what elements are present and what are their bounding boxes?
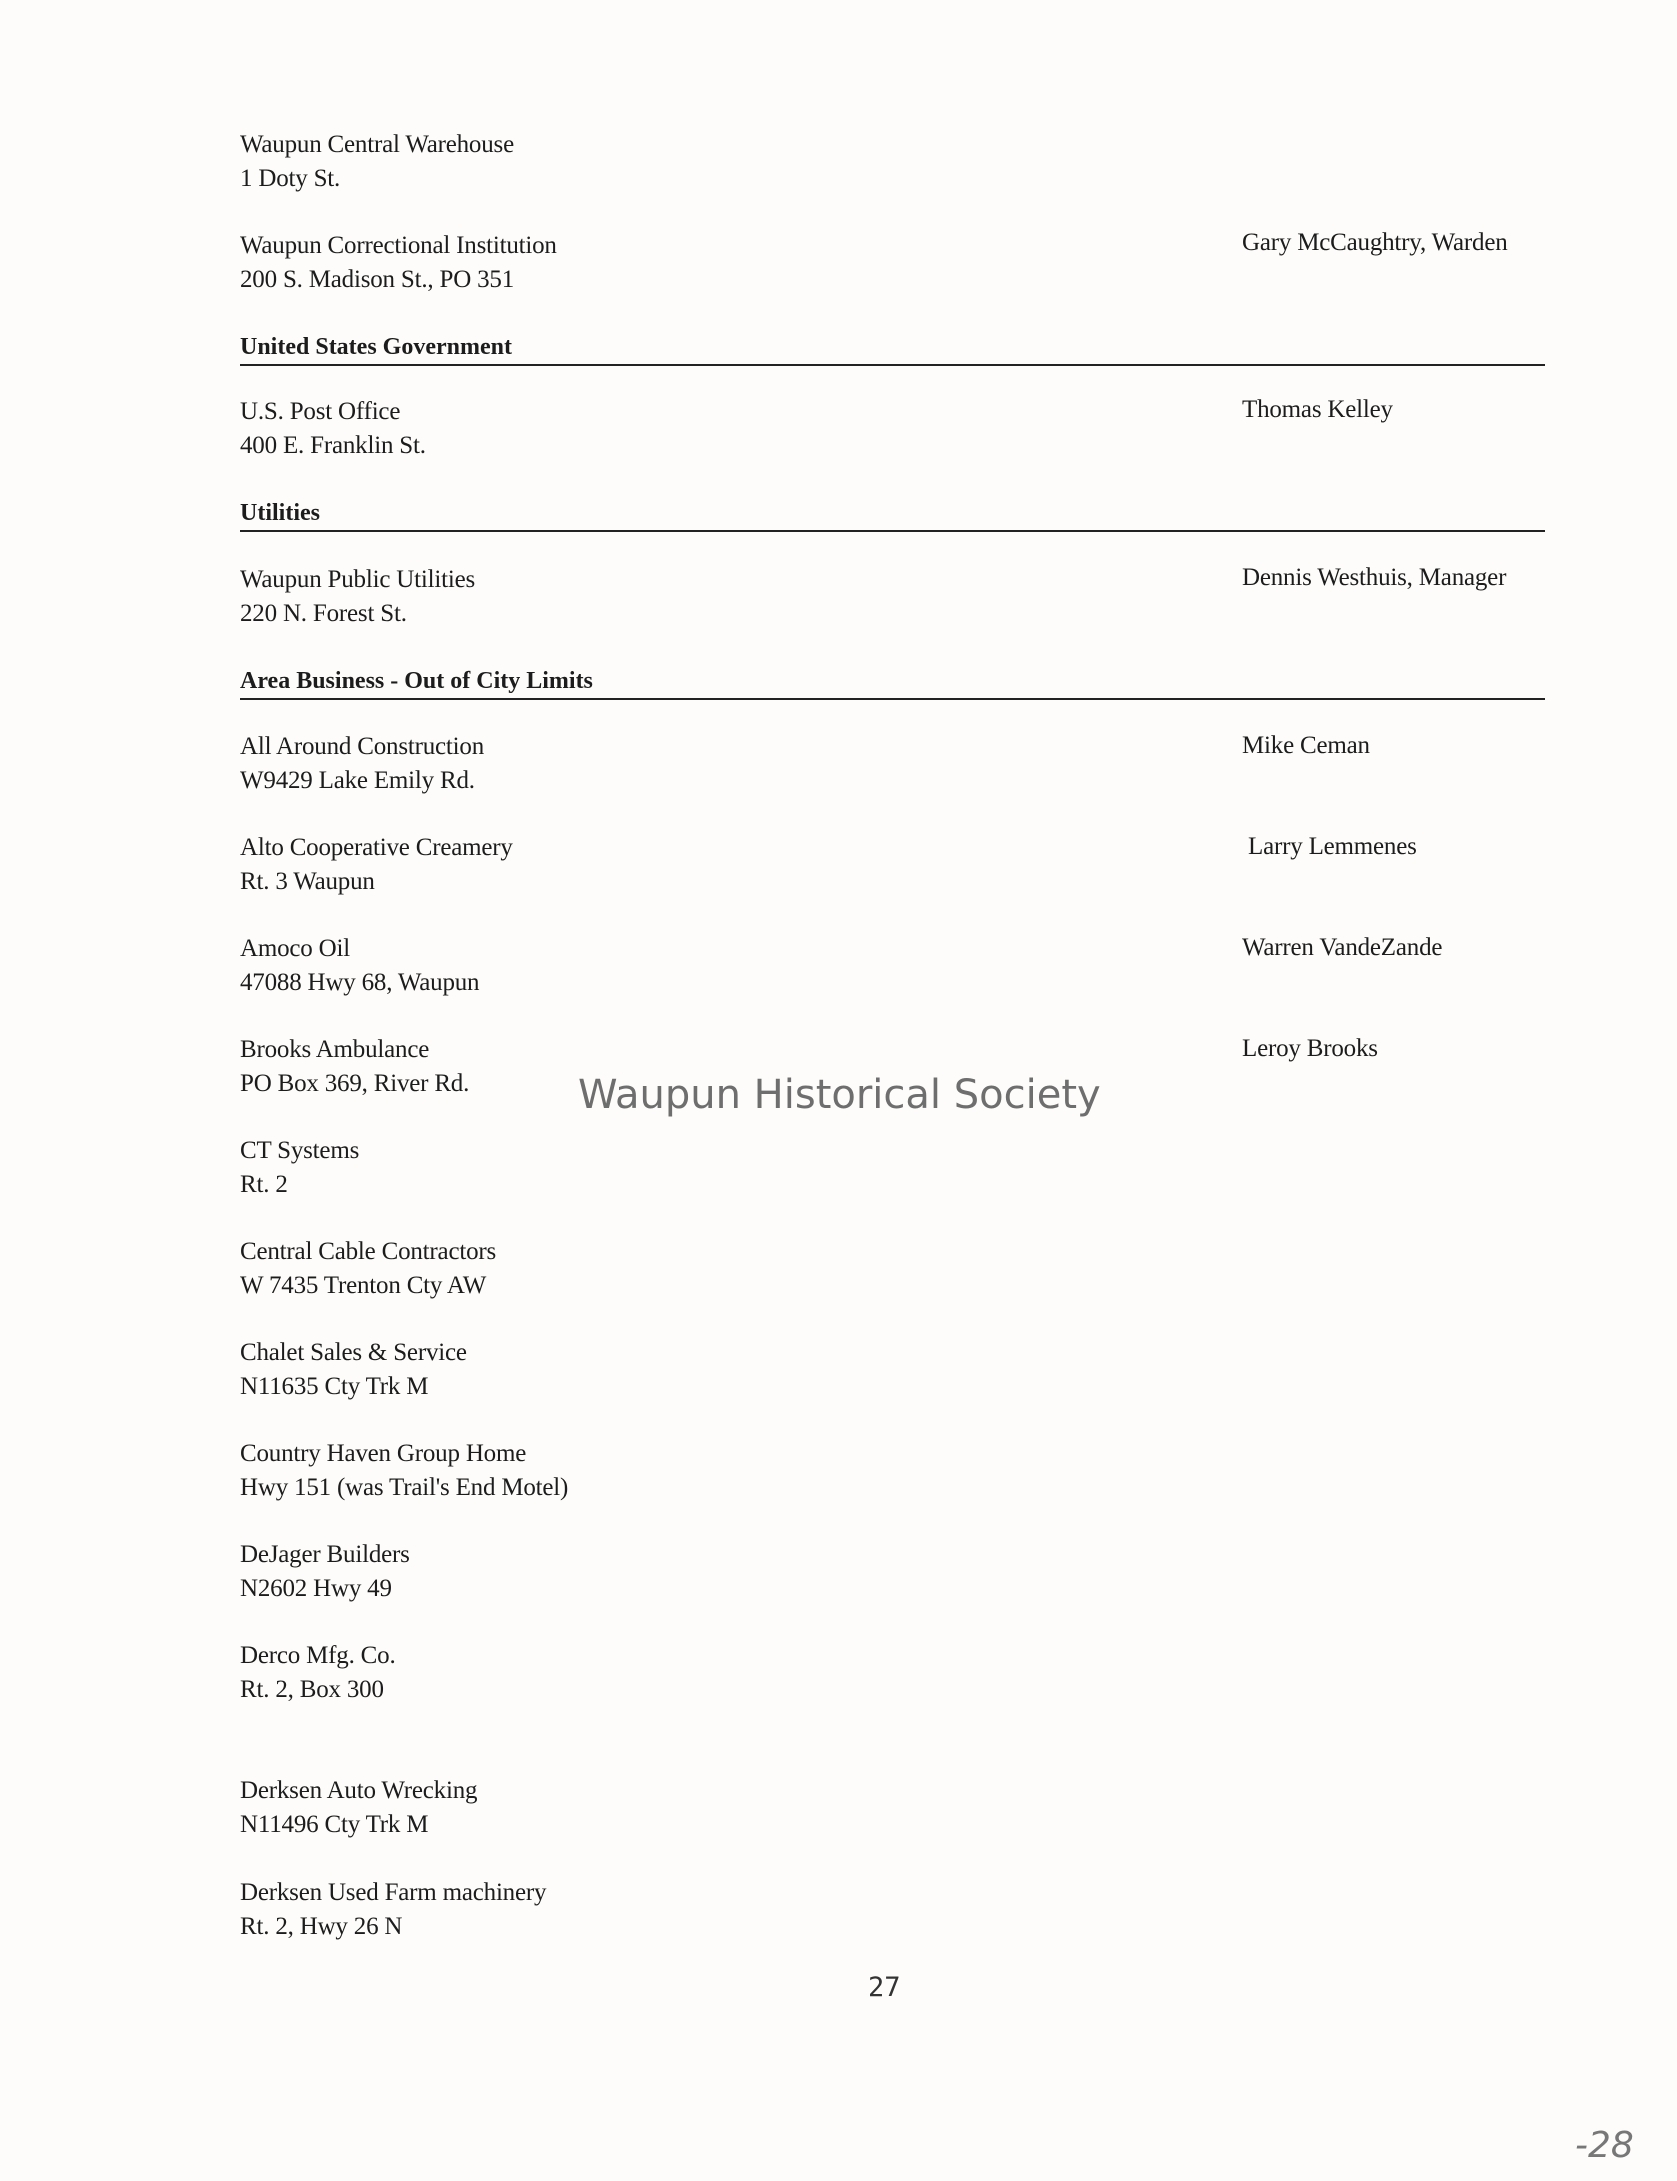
section-heading: United States Government (240, 334, 512, 360)
entry-name: Waupun Public Utilities (240, 566, 476, 593)
entry-name: Alto Cooperative Creamery (240, 834, 513, 861)
entry-waupun-correctional-institution (240, 229, 557, 297)
contact-name: Gary McCaughtry, Warden (1242, 229, 1508, 256)
entry-waupun-public-utilities (240, 563, 475, 631)
entry-address: 200 S. Madison St., PO 351 (240, 266, 515, 293)
entry-name: Waupun Central Warehouse (240, 131, 514, 158)
entry-address: 220 N. Forest St. (240, 600, 407, 627)
section-area-business (240, 664, 1545, 700)
entry-chalet-sales-service (240, 1336, 467, 1404)
contact-name: Thomas Kelley (1242, 396, 1393, 423)
entry-address: Hwy 151 (was Trail's End Motel) (240, 1474, 569, 1501)
entry-address: Rt. 2, Hwy 26 N (240, 1913, 403, 1940)
entry-name: All Around Construction (240, 733, 485, 760)
entry-name: Country Haven Group Home (240, 1440, 527, 1467)
entry-address: W9429 Lake Emily Rd. (240, 767, 475, 794)
entry-name: Derco Mfg. Co. (240, 1642, 396, 1669)
entry-name: Derksen Auto Wrecking (240, 1777, 478, 1804)
entry-name: Brooks Ambulance (240, 1036, 430, 1063)
contact-name: Warren VandeZande (1242, 934, 1443, 961)
contact-name: Mike Ceman (1242, 732, 1370, 759)
entry-address: N2602 Hwy 49 (240, 1575, 392, 1602)
entry-country-haven-group-home (240, 1437, 568, 1505)
entry-name: Chalet Sales & Service (240, 1339, 467, 1366)
entry-derco-mfg (240, 1639, 396, 1707)
entry-us-post-office (240, 395, 426, 463)
entry-amoco-oil (240, 932, 479, 1000)
entry-address: W 7435 Trenton Cty AW (240, 1272, 487, 1299)
contact-name: Leroy Brooks (1242, 1035, 1378, 1062)
entry-derksen-used-farm-machinery (240, 1876, 546, 1944)
entry-address: 47088 Hwy 68, Waupun (240, 969, 480, 996)
entry-address: N11496 Cty Trk M (240, 1811, 429, 1838)
section-heading: Utilities (240, 500, 320, 526)
entry-ct-systems (240, 1134, 359, 1202)
entry-name: Waupun Correctional Institution (240, 232, 557, 259)
entry-address: 1 Doty St. (240, 165, 341, 192)
page-number: 27 (868, 1972, 901, 2003)
entry-name: DeJager Builders (240, 1541, 410, 1568)
entry-name: Central Cable Contractors (240, 1238, 497, 1265)
entry-waupun-central-warehouse (240, 128, 514, 196)
handwritten-page-number: -28 (1575, 2125, 1634, 2166)
entry-address: Rt. 2 (240, 1171, 288, 1198)
entry-address: N11635 Cty Trk M (240, 1373, 429, 1400)
entry-name: Amoco Oil (240, 935, 350, 962)
entry-address: Rt. 2, Box 300 (240, 1676, 384, 1703)
contact-name: Dennis Westhuis, Manager (1242, 564, 1507, 591)
entry-central-cable-contractors (240, 1235, 496, 1303)
entry-brooks-ambulance (240, 1033, 469, 1101)
entry-address: 400 E. Franklin St. (240, 432, 426, 459)
section-utilities (240, 496, 1545, 532)
entry-dejager-builders (240, 1538, 410, 1606)
entry-address: PO Box 369, River Rd. (240, 1070, 470, 1097)
entry-alto-cooperative-creamery (240, 831, 513, 899)
entry-name: CT Systems (240, 1137, 360, 1164)
entry-derksen-auto-wrecking (240, 1774, 477, 1842)
entry-name: U.S. Post Office (240, 398, 401, 425)
watermark: Waupun Historical Society (578, 1072, 1101, 1118)
entry-name: Derksen Used Farm machinery (240, 1879, 547, 1906)
entry-address: Rt. 3 Waupun (240, 868, 375, 895)
contact-name: Larry Lemmenes (1248, 833, 1417, 860)
section-united-states-government (240, 330, 1545, 366)
section-heading: Area Business - Out of City Limits (240, 668, 593, 694)
entry-all-around-construction (240, 730, 484, 798)
